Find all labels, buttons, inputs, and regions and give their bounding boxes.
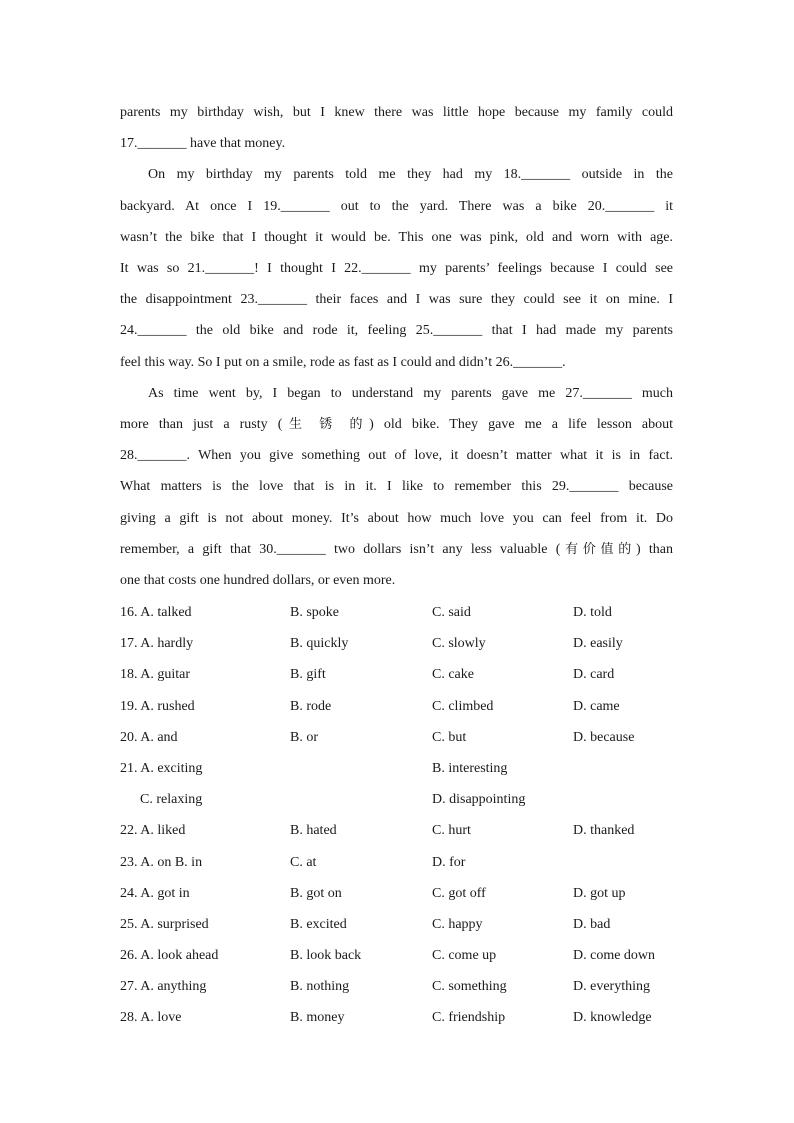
option-a: 18. A. guitar xyxy=(120,667,190,683)
option-b: B. interesting xyxy=(432,760,508,776)
option-a: 25. A. surprised xyxy=(120,916,209,932)
option-b: B. excited xyxy=(290,916,347,932)
option-a: 16. A. talked xyxy=(120,605,192,620)
option-c: C. slowly xyxy=(432,636,486,652)
passage-line xyxy=(120,409,673,440)
passage-line: giving a gift is not about money. It’s about how much love you can feel from it. Do xyxy=(120,510,673,526)
option-d: D. card xyxy=(573,667,615,683)
option-a: 24. A. got in xyxy=(120,885,190,901)
passage-line: wasn’t the bike that I thought it would be. This one was pink, old and worn with age. xyxy=(120,229,673,245)
option-d: D. told xyxy=(573,605,612,620)
option-c: C. happy xyxy=(432,916,483,932)
question-28-options xyxy=(120,1002,680,1033)
question-21-options-cont xyxy=(120,784,680,815)
question-19-options xyxy=(120,691,680,722)
question-22-options xyxy=(120,815,680,846)
passage-text: more than just a rusty ( xyxy=(120,417,283,433)
passage-line: 17._______ have that money. xyxy=(120,136,286,152)
option-b: B. rode xyxy=(290,698,332,714)
passage-line: the disappointment 23._______ their faces and I was sure they could see it on mine. I xyxy=(120,292,673,308)
passage-text: ) old bike. They gave me a life lesson about xyxy=(369,417,674,433)
option-c: C. at xyxy=(290,854,317,870)
option-c: C. relaxing xyxy=(140,792,203,808)
option-c: C. said xyxy=(432,605,471,620)
option-c: C. but xyxy=(432,729,467,745)
option-a: 27. A. anything xyxy=(120,979,207,995)
option-a: 20. A. and xyxy=(120,729,178,745)
passage-line: What matters is the love that is in it. I like to remember this 29._______ because xyxy=(120,479,673,495)
option-b: B. money xyxy=(290,1010,345,1026)
question-26-options xyxy=(120,940,680,971)
chinese-gloss: 有价值的 xyxy=(560,541,636,557)
passage-line: 24._______ the old bike and rode it, feeling 25._______ that I had made my parents xyxy=(120,323,673,339)
passage-paragraph-2 xyxy=(120,159,673,377)
option-b: B. hated xyxy=(290,823,337,839)
question-27-options xyxy=(120,971,680,1002)
question-23-options xyxy=(120,847,680,878)
passage-line: one that costs one hundred dollars, or even more. xyxy=(120,573,396,589)
option-d: D. come down xyxy=(573,948,656,964)
option-a: 22. A. liked xyxy=(120,823,186,839)
option-b: B. nothing xyxy=(290,979,350,995)
passage-line: On my birthday my parents told me they had my 18._______ outside in the xyxy=(148,167,673,183)
question-24-options xyxy=(120,878,680,909)
option-b: B. gift xyxy=(290,667,326,683)
option-d: D. got up xyxy=(573,885,626,901)
option-b: B. quickly xyxy=(290,636,349,652)
option-c: C. hurt xyxy=(432,823,471,839)
option-c: C. friendship xyxy=(432,1010,506,1026)
option-d: D. disappointing xyxy=(432,792,526,808)
passage-paragraph-1 xyxy=(120,97,673,159)
option-d: D. because xyxy=(573,729,635,745)
option-c: C. climbed xyxy=(432,698,494,714)
option-d: D. thanked xyxy=(573,823,635,839)
passage-line xyxy=(120,534,673,565)
option-b: B. got on xyxy=(290,885,342,901)
question-20-options xyxy=(120,722,680,753)
option-d: D. for xyxy=(432,854,466,870)
option-b: B. spoke xyxy=(290,605,339,620)
passage-line: feel this way. So I put on a smile, rode as fast as I could and didn’t 26._______. xyxy=(120,354,566,370)
passage-line: As time went by, I began to understand my parents gave me 27._______ much xyxy=(148,385,673,401)
question-18-options xyxy=(120,659,680,690)
option-d: D. came xyxy=(573,698,620,714)
passage-text: ) than xyxy=(636,541,673,557)
option-d: D. bad xyxy=(573,916,611,932)
passage-line: It was so 21._______! I thought I 22._______ my parents’ feelings because I could see xyxy=(120,261,673,277)
option-a-b: 23. A. on B. in xyxy=(120,854,203,870)
cloze-passage xyxy=(120,97,673,596)
passage-text: remember, a gift that 30._______ two dollars isn’t any less valuable ( xyxy=(120,541,561,557)
question-25-options xyxy=(120,909,680,940)
chinese-gloss: 生 锈 的 xyxy=(282,417,370,433)
option-a: 26. A. look ahead xyxy=(120,948,219,964)
option-a: 28. A. love xyxy=(120,1010,182,1026)
option-c: C. something xyxy=(432,979,507,995)
option-d: D. everything xyxy=(573,979,650,995)
passage-line: parents my birthday wish, but I knew there was little hope because my family could xyxy=(120,105,673,120)
passage-paragraph-3 xyxy=(120,378,673,596)
option-d: D. knowledge xyxy=(573,1010,652,1026)
option-a: 17. A. hardly xyxy=(120,636,194,652)
option-d: D. easily xyxy=(573,636,623,652)
option-a: 21. A. exciting xyxy=(120,760,203,776)
option-c: C. come up xyxy=(432,948,497,964)
option-c: C. got off xyxy=(432,885,486,901)
question-16-options xyxy=(120,597,680,628)
question-21-options xyxy=(120,753,680,784)
option-b: B. or xyxy=(290,729,318,745)
option-a: 19. A. rushed xyxy=(120,698,195,714)
answer-options xyxy=(120,597,680,1034)
passage-line: backyard. At once I 19._______ out to the yard. There was a bike 20._______ it xyxy=(120,198,673,214)
option-c: C. cake xyxy=(432,667,474,683)
passage-line: 28._______. When you give something out of love, it doesn’t matter what it is in fact. xyxy=(120,448,673,464)
option-b: B. look back xyxy=(290,948,362,964)
question-17-options xyxy=(120,628,680,659)
